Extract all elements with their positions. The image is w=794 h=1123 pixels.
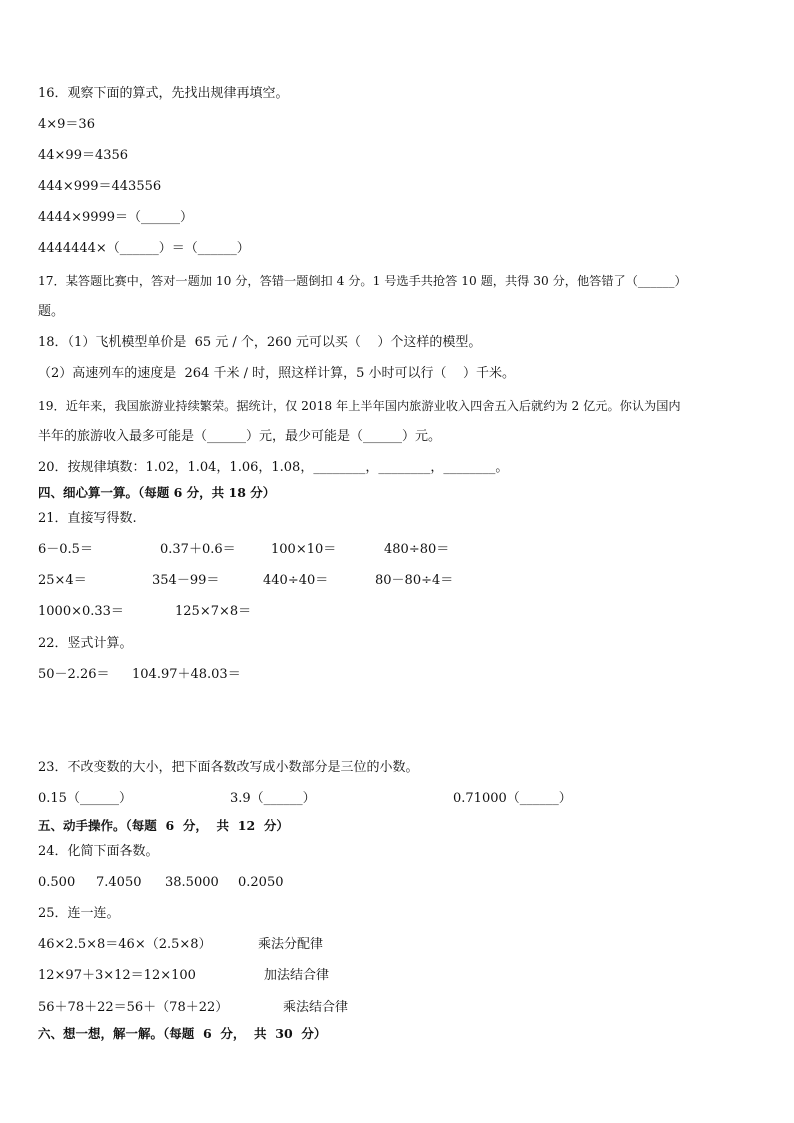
q16-line-1: 4×9＝36 bbox=[38, 117, 95, 132]
q21-r1-c1: 6－0.5＝ bbox=[38, 542, 93, 557]
q22-item-2: 104.97＋48.03＝ bbox=[132, 667, 241, 682]
q21-r2-c3: 440÷40＝ bbox=[263, 573, 329, 588]
q17-line-1: 17．某答题比赛中，答对一题加 10 分，答错一题倒扣 4 分。1 号选手共抢答 10 题，共得 30 分，他答错了（______） bbox=[38, 274, 687, 288]
q25-left-2: 12×97＋3×12＝12×100 bbox=[38, 968, 196, 983]
q19-line-1: 19．近年来，我国旅游业持续繁荣。据统计，仅 2018 年上半年国内旅游业收入四舍五入后就约为 2 亿元。你认为国内 bbox=[38, 399, 681, 413]
q16-line-4: 4444×9999＝（______） bbox=[38, 210, 194, 225]
q23-item-2: 3.9（______） bbox=[230, 791, 316, 806]
q16-title: 16．观察下面的算式，先找出规律再填空。 bbox=[38, 86, 289, 101]
q20-text: 20．按规律填数：1.02，1.04，1.06，1.08，________，________，________。 bbox=[38, 460, 509, 475]
q16-line-3: 444×999＝443556 bbox=[38, 179, 162, 194]
q19-line-2: 半年的旅游收入最多可能是（______）元，最少可能是（______）元。 bbox=[38, 429, 442, 444]
q25-right-3: 乘法结合律 bbox=[283, 1000, 349, 1015]
q23-item-1: 0.15（______） bbox=[38, 791, 132, 806]
q21-r1-c4: 480÷80＝ bbox=[384, 542, 450, 557]
q23-title: 23．不改变数的大小，把下面各数改写成小数部分是三位的小数。 bbox=[38, 760, 419, 775]
section-5-title: 五、动手操作。（每题 6 分， 共 12 分） bbox=[38, 818, 289, 833]
q16-line-5: 4444444×（______）＝（______） bbox=[38, 241, 250, 256]
q24-item-2: 7.4050 bbox=[96, 875, 142, 890]
q24-title: 24．化简下面各数。 bbox=[38, 844, 159, 859]
q22-title: 22．竖式计算。 bbox=[38, 636, 133, 651]
q21-r1-c2: 0.37＋0.6＝ bbox=[160, 542, 236, 557]
q21-r3-c1: 1000×0.33＝ bbox=[38, 604, 124, 619]
q25-left-1: 46×2.5×8＝46×（2.5×8） bbox=[38, 937, 212, 952]
section-4-title: 四、细心算一算。（每题 6 分，共 18 分） bbox=[38, 485, 276, 500]
q25-title: 25．连一连。 bbox=[38, 906, 120, 921]
q21-title: 21．直接写得数. bbox=[38, 511, 137, 526]
q21-r2-c4: 80－80÷4＝ bbox=[375, 573, 454, 588]
q17-line-2: 题。 bbox=[38, 304, 65, 319]
section-6-title: 六、想一想，解一解。（每题 6 分， 共 30 分） bbox=[38, 1026, 327, 1041]
q23-item-3: 0.71000（______） bbox=[453, 791, 572, 806]
q18-part-1: 18．（1）飞机模型单价是 65 元 / 个，260 元可以买（ ）个这样的模型。 bbox=[38, 335, 482, 350]
q21-r1-c3: 100×10＝ bbox=[271, 542, 337, 557]
q24-item-1: 0.500 bbox=[38, 875, 76, 890]
q25-right-2: 加法结合律 bbox=[264, 968, 330, 983]
q24-item-3: 38.5000 bbox=[165, 875, 219, 890]
q21-r3-c2: 125×7×8＝ bbox=[175, 604, 252, 619]
q16-line-2: 44×99＝4356 bbox=[38, 148, 129, 163]
q22-item-1: 50－2.26＝ bbox=[38, 667, 110, 682]
q24-item-4: 0.2050 bbox=[238, 875, 284, 890]
q21-r2-c2: 354－99＝ bbox=[152, 573, 220, 588]
q18-part-2: （2）高速列车的速度是 264 千米 / 时，照这样计算，5 小时可以行（ ）千米。 bbox=[38, 366, 516, 381]
q25-left-3: 56＋78＋22＝56＋（78＋22） bbox=[38, 1000, 229, 1015]
q25-right-1: 乘法分配律 bbox=[258, 937, 324, 952]
q21-r2-c1: 25×4＝ bbox=[38, 573, 87, 588]
